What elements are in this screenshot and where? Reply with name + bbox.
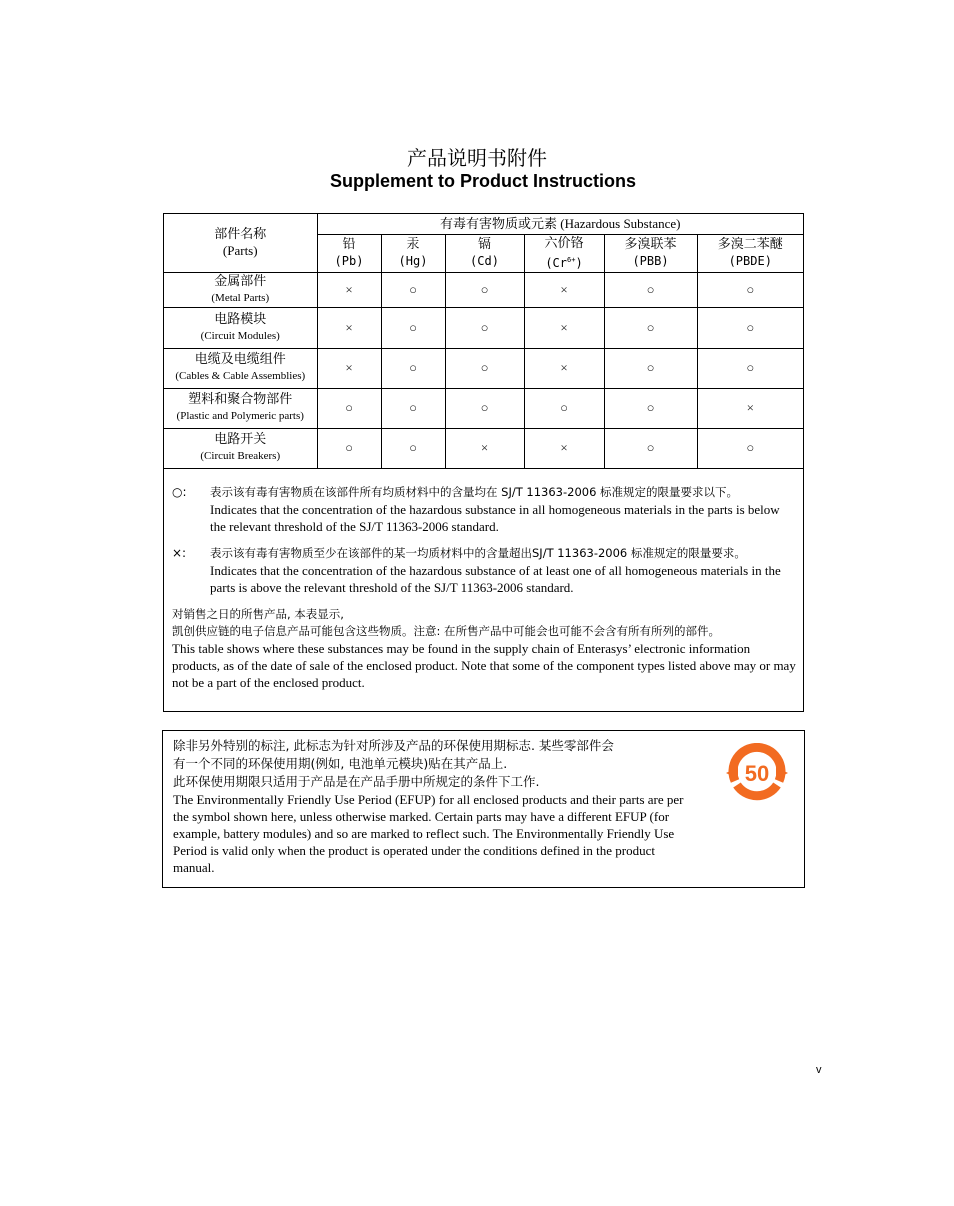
part-name-cell <box>164 428 317 468</box>
part-name-en: (Cables & Cable Assemblies) <box>175 370 306 382</box>
substance-name-cn: 镉 <box>477 237 491 252</box>
substance-name-cn: 多溴二苯醚 <box>717 237 783 252</box>
substance-name-cn: 六价铬 <box>544 235 584 251</box>
substance-name-cn: 铅 <box>342 237 356 252</box>
part-name-cell <box>164 272 317 307</box>
part-name-cell <box>164 348 317 388</box>
substance-status-cell: × <box>697 388 803 428</box>
substance-symbol: (Hg) <box>398 254 428 268</box>
page-title-en: Supplement to Product Instructions <box>329 171 636 191</box>
substance-name-cn: 多溴联苯 <box>624 237 677 252</box>
table-row <box>164 307 803 348</box>
efup-cn-2: 有一个不同的环保使用期(例如, 电池单元模块)贴在其产品上. <box>173 756 508 771</box>
table-body <box>164 272 803 468</box>
part-name-en: (Circuit Modules) <box>200 329 280 342</box>
substance-status-cell: × <box>317 272 381 307</box>
table-row <box>164 388 803 428</box>
hazardous-substance-box <box>163 213 804 712</box>
substance-status-cell: ○ <box>381 307 445 348</box>
substance-header <box>445 234 524 272</box>
table-row <box>164 272 803 307</box>
part-name-en: (Plastic and Polymeric parts) <box>176 410 304 422</box>
substance-status-cell: ○ <box>604 428 697 468</box>
substance-status-cell: ○ <box>445 348 524 388</box>
supply-chain-paragraph <box>172 606 797 691</box>
cross-symbol: ×: <box>172 546 187 560</box>
substance-symbol: (Pb) <box>334 254 364 268</box>
substance-name-cn: 汞 <box>406 237 420 252</box>
parts-header-en: (Parts) <box>222 242 258 258</box>
substance-status-cell: ○ <box>381 388 445 428</box>
substance-header <box>604 234 697 272</box>
substance-header <box>317 234 381 272</box>
part-name-cn: 电路开关 <box>214 432 267 447</box>
cross-note <box>172 545 797 596</box>
substance-symbol: (PBDE) <box>728 254 772 268</box>
page-number: v <box>816 1064 822 1076</box>
substance-header <box>524 234 604 272</box>
substance-header <box>381 234 445 272</box>
efup-logo-value: 50 <box>744 761 770 786</box>
substance-status-cell: ○ <box>604 388 697 428</box>
substance-status-cell: ○ <box>524 388 604 428</box>
substance-status-cell: ○ <box>604 307 697 348</box>
efup-en: The Environmentally Friendly Use Period (EFUP) for all enclosed products and their parts are per the symbol shown here, unless otherwise marked. Certain parts may have a different EFUP (for example, battery modules) and so are marked to reflect such. The Environmentally Friendly Use Period is valid only when the product is operated under the conditions defined in the product manual. <box>173 792 684 875</box>
hazardous-substance-table <box>164 214 803 469</box>
parts-header <box>164 214 317 272</box>
substance-status-cell: ○ <box>317 428 381 468</box>
part-name-cell <box>164 307 317 348</box>
supply-chain-cn-1: 对销售之日的所售产品, 本表显示, <box>172 607 344 621</box>
substance-status-cell: ○ <box>697 348 803 388</box>
part-name-cn: 金属部件 <box>214 273 267 289</box>
substance-status-cell: × <box>317 348 381 388</box>
table-row <box>164 428 803 468</box>
substance-status-cell: ○ <box>445 388 524 428</box>
cross-note-en: Indicates that the concentration of the hazardous substance of at least one of all homogeneous materials in the parts is above the relevant threshold of the SJ/T 11363-2006 standard. <box>210 563 781 595</box>
circle-note-cn: 表示该有毒有害物质在该部件所有均质材料中的含量均在 SJ/T 11363-2006 标准规定的限量要求以下。 <box>210 485 739 499</box>
substance-symbol: (Cd) <box>470 254 499 268</box>
part-name-cn: 电缆及电缆组件 <box>194 352 286 367</box>
part-name-cn: 电路模块 <box>214 311 267 327</box>
substance-status-cell: ○ <box>604 348 697 388</box>
substance-status-cell: ○ <box>317 388 381 428</box>
page-title-cn: 产品说明书附件 <box>407 146 547 170</box>
substance-status-cell: × <box>445 428 524 468</box>
substance-symbol: (PBB) <box>632 254 669 268</box>
substance-status-cell: ○ <box>445 307 524 348</box>
circle-symbol: ○: <box>172 485 187 499</box>
substance-status-cell: ○ <box>381 348 445 388</box>
substance-status-cell: × <box>524 307 604 348</box>
substance-status-cell: ○ <box>381 428 445 468</box>
notes-section <box>172 484 797 691</box>
substance-status-cell: × <box>524 428 604 468</box>
substance-status-cell: ○ <box>697 307 803 348</box>
parts-header-cn: 部件名称 <box>214 226 267 242</box>
part-name-cell <box>164 388 317 428</box>
part-name-en: (Metal Parts) <box>211 291 270 304</box>
efup-cn-3: 此环保使用期限只适用于产品是在产品手册中所规定的条件下工作. <box>173 774 540 789</box>
substance-status-cell: ○ <box>697 272 803 307</box>
circle-note <box>172 484 797 535</box>
substance-status-cell: × <box>524 272 604 307</box>
substance-status-cell: × <box>524 348 604 388</box>
hazard-header: 有毒有害物质或元素 (Hazardous Substance) <box>317 214 803 234</box>
substance-status-cell: ○ <box>445 272 524 307</box>
substance-header <box>697 234 803 272</box>
substance-symbol: $(Cr^{6+})$ <box>545 255 583 270</box>
substance-status-cell: ○ <box>381 272 445 307</box>
substance-status-cell: × <box>317 307 381 348</box>
efup-50-logo-icon <box>725 743 789 803</box>
substance-status-cell: ○ <box>604 272 697 307</box>
efup-text <box>173 737 698 876</box>
part-name-en: (Circuit Breakers) <box>200 450 281 462</box>
substance-status-cell: ○ <box>697 428 803 468</box>
table-row <box>164 348 803 388</box>
part-name-cn: 塑料和聚合物部件 <box>188 392 293 407</box>
circle-note-en: Indicates that the concentration of the hazardous substance in all homogeneous materials in the parts is below the relevant threshold of the SJ/T 11363-2006 standard. <box>210 502 780 534</box>
efup-box <box>162 730 805 888</box>
efup-cn-1: 除非另外特别的标注, 此标志为针对所涉及产品的环保使用期标志. 某些零部件会 <box>173 738 614 753</box>
cross-note-cn: 表示该有毒有害物质至少在该部件的某一均质材料中的含量超出SJ/T 11363-2006 标准规定的限量要求。 <box>210 546 746 560</box>
supply-chain-cn-2: 凯创供应链的电子信息产品可能包含这些物质。注意: 在所售产品中可能会也可能不会含有所有所列的部件。 <box>172 624 721 638</box>
supply-chain-en: This table shows where these substances may be found in the supply chain of Enterasys’ electronic information products, as of the date of sale of the enclosed product. Note that some of the component types listed above may or may not be a part of the enclosed product. <box>172 641 796 690</box>
